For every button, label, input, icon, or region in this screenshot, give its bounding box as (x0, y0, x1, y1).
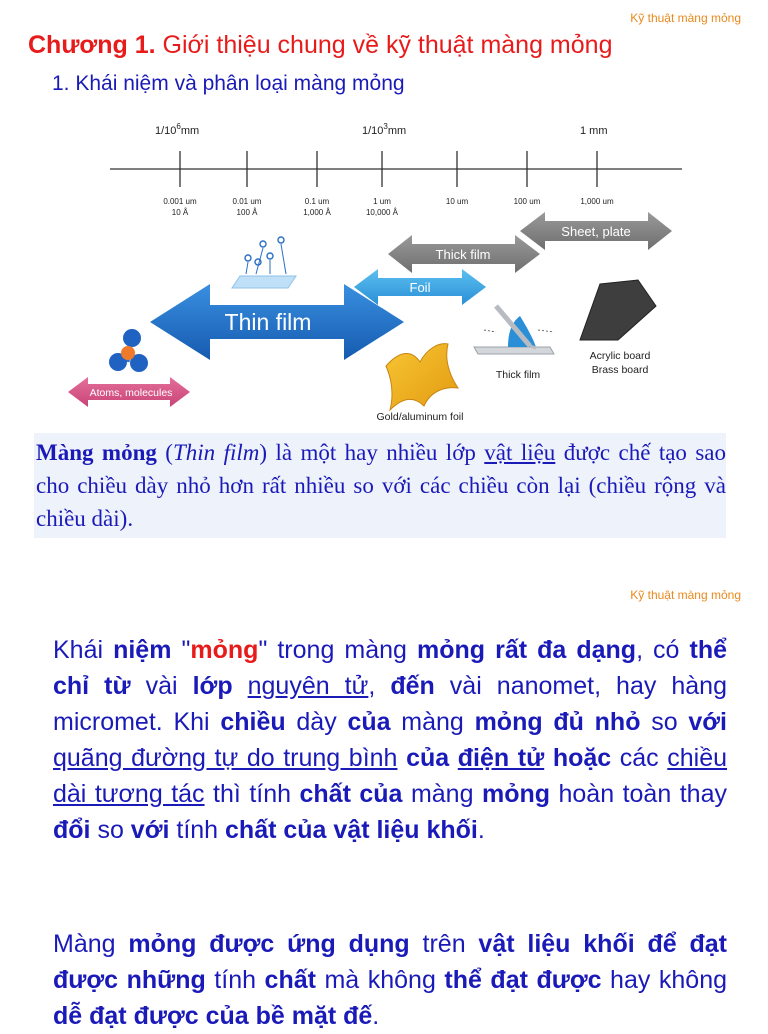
tick-label: 1 um (373, 197, 391, 206)
text-run: tính (169, 816, 226, 844)
film-classification-diagram (60, 118, 700, 428)
text-run: . (372, 1002, 380, 1030)
text-run: mỏng đủ nhỏ (474, 708, 641, 736)
header-tag: Kỹ thuật màng mỏng (630, 11, 741, 25)
foil-label: Foil (409, 280, 431, 295)
text-run: màng (390, 708, 475, 736)
tick-label: 100 Å (236, 208, 258, 217)
text-run: chất (264, 966, 316, 994)
text-run: của (347, 708, 391, 736)
text-run: mỏng được ứng dụng (128, 930, 410, 958)
text-run: màng (402, 780, 482, 808)
section-subtitle: 1. Khái niệm và phân loại màng mỏng (52, 72, 405, 95)
text-run: " trong màng (258, 636, 417, 664)
acrylic-caption: Acrylic board (589, 350, 651, 362)
text-run: , có (636, 636, 690, 664)
text-run: Khái (53, 636, 114, 664)
tick-label: 1,000 Å (303, 208, 331, 217)
definition-link: vật liệu (484, 440, 556, 465)
text-run: thể đạt được (444, 966, 602, 994)
text-run: hoàn toàn thay (550, 780, 727, 808)
text-run: Màng (53, 930, 129, 958)
definition-text-part: được chế tạo sao cho chiều dày nhỏ hơn rất nhiều so với các chiều còn lại (chiều rộng và chiều dài). (36, 440, 727, 531)
scale-label-mm: 1 mm (580, 125, 608, 137)
thick-film-caption: Thick film (495, 369, 541, 381)
board-icon (580, 280, 656, 340)
text-run: điện tử (457, 744, 545, 772)
thick-film-label: Thick film (435, 247, 491, 262)
text-run: với (688, 708, 727, 736)
text-run: mà không (315, 966, 445, 994)
text-run: đổi (53, 816, 91, 844)
page-title (28, 31, 612, 60)
text-run (397, 744, 406, 772)
text-run: hay không (601, 966, 727, 994)
text-run: của (406, 744, 450, 772)
sheet-plate-label: Sheet, plate (561, 224, 631, 239)
text-run: thì tính (204, 780, 300, 808)
text-run: mỏng (481, 780, 551, 808)
concept-paragraph (53, 632, 727, 848)
scale-label-nm (155, 122, 199, 137)
definition-term-en: Thin film (172, 440, 260, 465)
brass-caption: Brass board (591, 364, 649, 376)
header-tag: Kỹ thuật màng mỏng (630, 588, 741, 602)
text-run: trên (409, 930, 479, 958)
text-run: chiều dài tương tác (53, 744, 728, 808)
svg-text:1/106mm: $1/10^6mm$ (155, 122, 200, 137)
text-run: dễ đạt được của bề mặt đế (53, 1002, 373, 1030)
text-run: chất của (299, 780, 403, 808)
tick-label: 0.01 um (232, 197, 262, 206)
text-run: với (130, 816, 170, 844)
definition-text-part: ( (156, 440, 173, 465)
tick-label: 10,000 Å (365, 208, 399, 217)
svg-text:1/103mm: $1/10^3mm$ (362, 122, 407, 137)
deposition-icon (232, 237, 296, 288)
tick-label: 0.001 um (163, 197, 197, 206)
tick-label: 10 um (445, 197, 469, 206)
tick-label: 0.1 um (304, 197, 330, 206)
text-run: thể chỉ từ (53, 636, 728, 700)
text-run: vài (130, 672, 193, 700)
text-run: hoặc (552, 744, 612, 772)
atoms-molecules-label: Atoms, molecules (89, 387, 173, 399)
text-run (544, 744, 553, 772)
text-run: so (90, 816, 131, 844)
text-run: lớp (192, 672, 233, 700)
text-run: so (640, 708, 689, 736)
definition-term: Màng mỏng (36, 440, 157, 465)
text-run: mỏng (190, 636, 259, 664)
title-text: Giới thiệu chung về kỹ thuật màng mỏng (155, 31, 613, 59)
chapter-label: Chương 1. (28, 31, 156, 59)
text-run: dày (285, 708, 348, 736)
definition-text-part: ) là một hay nhiều lớp (259, 440, 485, 465)
text-run: chất của vật liệu khối (225, 816, 478, 844)
text-run (449, 744, 458, 772)
gold-foil-icon (386, 344, 458, 410)
text-run: vài nanomet, hay hàng micromet. Khi (53, 672, 727, 736)
thin-film-label: Thin film (224, 309, 312, 335)
definition-text (36, 436, 726, 535)
text-run: đến (390, 672, 435, 700)
tick-label: 1,000 um (580, 197, 614, 206)
application-paragraph (53, 926, 727, 1034)
text-run: . (477, 816, 485, 844)
text-run: " (171, 636, 191, 664)
text-run: các (611, 744, 668, 772)
scale-label-um (362, 122, 406, 137)
text-run: tính (205, 966, 265, 994)
text-run (233, 672, 248, 700)
text-run: nguyên tử (247, 672, 369, 700)
text-run: , (368, 672, 391, 700)
text-run: chiều (220, 708, 286, 736)
tick-label: 100 um (513, 197, 541, 206)
text-run: mỏng rất đa dạng (417, 636, 637, 664)
gold-foil-caption: Gold/aluminum foil (376, 411, 464, 423)
tick-label: 10 Å (171, 208, 189, 217)
text-run: niệm (113, 636, 172, 664)
text-run: vật liệu khối để đạt được những (53, 930, 727, 994)
text-run: quãng đường tự do trung bình (53, 744, 398, 772)
thick-film-coating-icon (474, 306, 554, 354)
molecule-icon (109, 329, 148, 372)
